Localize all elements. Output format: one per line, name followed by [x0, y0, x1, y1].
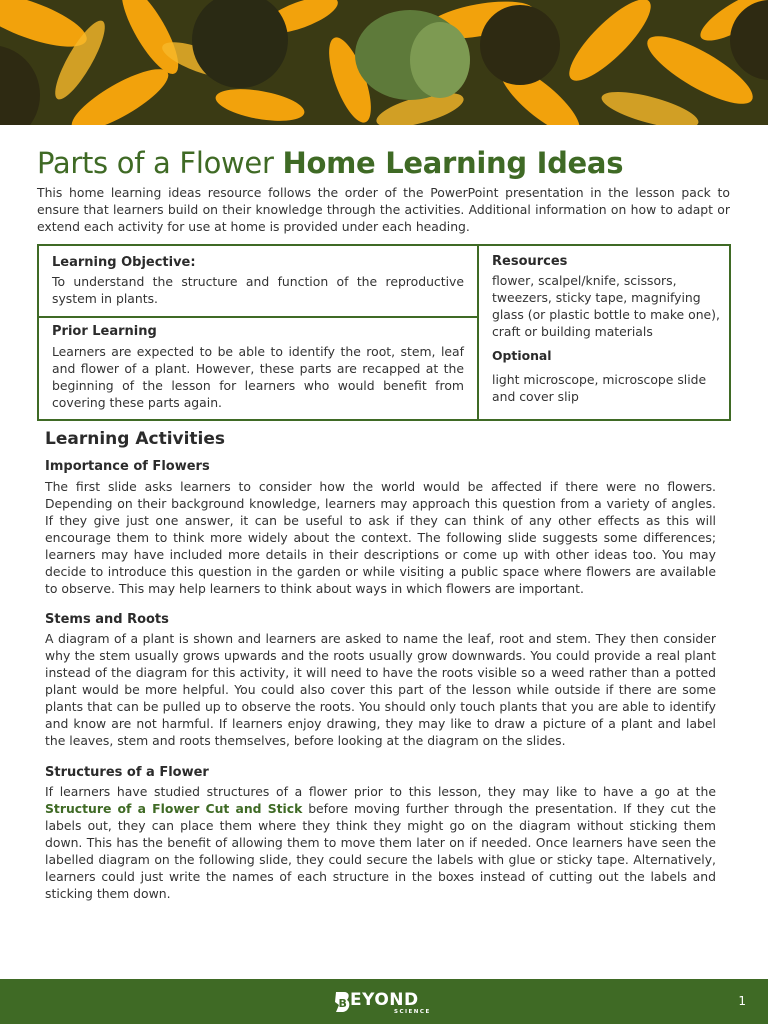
page-number: 1 — [738, 994, 746, 1008]
info-box — [37, 244, 731, 421]
page-title — [37, 146, 623, 180]
structures-text-before: If learners have studied structures of a flower prior to this lesson, they may like to have a go at the — [45, 784, 716, 799]
sunflower-banner — [0, 0, 768, 125]
optional-heading: Optional — [492, 348, 552, 363]
title-light: Parts of a Flower — [37, 146, 274, 180]
resources-text: flower, scalpel/knife, scissors, tweezers, sticky tape, magnifying glass (or plastic bottle to make one), craft or building materials — [492, 273, 720, 339]
objective-cell — [39, 246, 477, 318]
structures-text-after: before moving further through the presentation. If they cut the labels out, they can place them where they think they might go on the diagram without sticking them down. This has the benefit of allowing them to move them later on if needed. Once learners have seen the labelled diagram on the following slide, they could secure the labels with glue or sticky tape. Alternatively, learners could just write the names of each structure in the boxes instead of cutting out the labels and sticking them down. — [45, 801, 716, 901]
structures-heading: Structures of a Flower — [45, 765, 209, 780]
objective-text: To understand the structure and function of the reproductive system in plants. — [52, 274, 464, 306]
footer-bar — [0, 979, 768, 1024]
logo-subtext: SCIENCE — [394, 1009, 431, 1015]
optional-text: light microscope, microscope slide and cover slip — [492, 372, 707, 404]
importance-text: The first slide asks learners to consider how the world would be affected if there were no flowers. Depending on their background knowledge, learners may approach this question from a variety of angles. If they give just one answer, it can be useful to ask if they can think of any other effects as this will encourage them to think more widely about the context. The following slide suggests some differences; learners may have included more details in their descriptions or come up with other ideas too. You may decide to introduce this question in the garden or while visiting a public space where flowers are available to observe. This may help learners to think about ways in which flowers are important. — [45, 479, 716, 596]
prior-text: Learners are expected to be able to identify the root, stem, leaf and flower of a plant. However, these parts are recapped at the beginning of the lesson for learners who would benefit from covering these parts again. — [52, 344, 464, 410]
logo-wordmark: EYOND — [350, 990, 419, 1010]
stems-heading: Stems and Roots — [45, 612, 169, 627]
importance-heading: Importance of Flowers — [45, 459, 210, 474]
intro-text: This home learning ideas resource follows the order of the PowerPoint presentation in the lesson pack to ensure that learners build on their knowledge through the activities. Additional information on how to adapt or extend each activity for use at home is provided under each heading. — [37, 185, 730, 234]
logo-mark-letter: B — [338, 997, 347, 1010]
resources-cell — [479, 246, 729, 419]
beyond-logo — [334, 990, 434, 1016]
info-left-column — [39, 246, 479, 419]
prior-heading: Prior Learning — [52, 324, 157, 339]
sunflower-banner-image — [0, 0, 768, 125]
learning-activities-heading: Learning Activities — [45, 429, 226, 449]
prior-learning-cell — [39, 318, 477, 419]
structure-cut-and-stick-link[interactable]: Structure of a Flower Cut and Stick — [45, 801, 303, 816]
stems-text: A diagram of a plant is shown and learners are asked to name the leaf, root and stem. They then consider why the stem usually grows upwards and the roots usually grow downwards. You could provide a real plant instead of the diagram for this activity, it will need to have the roots visible so a weed rather than a potted plant would be more helpful. You could also cover this part of the lesson while outside if there are some plants that can be pulled up to observe the roots. You should only touch plants that you are able to identify and know are not harmful. If learners enjoy drawing, they may like to draw a picture of a plant and label the leaves, stem and roots themselves, before looking at the diagram on the slides. — [45, 631, 716, 748]
structures-text — [45, 783, 716, 902]
title-bold: Home Learning Ideas — [282, 146, 624, 180]
resources-heading: Resources — [492, 254, 568, 269]
objective-heading: Learning Objective: — [52, 255, 196, 270]
